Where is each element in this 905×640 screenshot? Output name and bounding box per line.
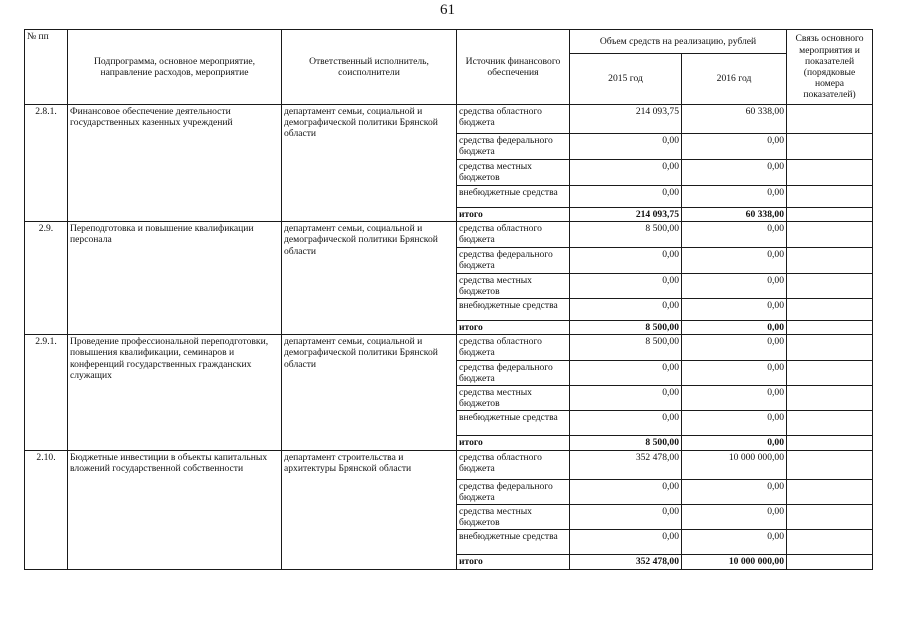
indicator-link [787,186,873,208]
table-row [25,222,873,247]
value-2016: 0,00 [682,273,787,298]
value-2015: 8 500,00 [570,222,682,247]
value-2015: 0,00 [570,411,682,436]
budget-table [24,29,873,570]
value-2016: 10 000 000,00 [682,450,787,479]
value-2015: 352 478,00 [570,450,682,479]
value-2015: 8 500,00 [570,335,682,360]
indicator-link [787,105,873,134]
value-2015: 0,00 [570,299,682,321]
funding-source: внебюджетные средства [457,186,570,208]
funding-source: средства федерального бюджета [457,247,570,273]
program-name: Бюджетные инвестиции в объекты капитальных вложений государственной собственности [68,450,282,569]
value-2015: 352 478,00 [570,555,682,569]
value-2016: 0,00 [682,411,787,436]
value-2016: 0,00 [682,321,787,335]
executor-name: департамент семьи, социальной и демографической политики Брянской области [282,105,457,222]
funding-source: средства федерального бюджета [457,360,570,385]
value-2015: 0,00 [570,273,682,298]
funding-source: средства местных бюджетов [457,505,570,530]
indicator-link [787,530,873,555]
indicator-link [787,321,873,335]
funding-source: внебюджетные средства [457,530,570,555]
funding-source: средства федерального бюджета [457,134,570,160]
value-2015: 8 500,00 [570,436,682,450]
header-2015: 2015 год [570,54,682,105]
table-row [25,105,873,134]
header-num: № пп [25,30,68,105]
funding-source: средства местных бюджетов [457,160,570,186]
row-number: 2.8.1. [25,105,68,222]
program-name: Проведение профессиональной переподготовки, повышения квалификации, семинаров и конференций государственных гражданских служащих [68,335,282,450]
funding-source: внебюджетные средства [457,411,570,436]
funding-source: средства местных бюджетов [457,273,570,298]
value-2015: 0,00 [570,160,682,186]
funding-source: средства федерального бюджета [457,479,570,504]
value-2015: 8 500,00 [570,321,682,335]
value-2015: 0,00 [570,386,682,411]
value-2016: 0,00 [682,360,787,385]
indicator-link [787,436,873,450]
indicator-link [787,555,873,569]
indicator-link [787,505,873,530]
indicator-link [787,247,873,273]
indicator-link [787,479,873,504]
program-name: Финансовое обеспечение деятельности государственных казенных учреждений [68,105,282,222]
funding-source: средства областного бюджета [457,335,570,360]
value-2016: 10 000 000,00 [682,555,787,569]
total-label: итого [457,208,570,222]
value-2015: 0,00 [570,505,682,530]
value-2015: 214 093,75 [570,208,682,222]
header-volume: Объем средств на реализацию, рублей [570,30,787,54]
executor-name: департамент семьи, социальной и демографической политики Брянской области [282,335,457,450]
indicator-link [787,273,873,298]
value-2015: 0,00 [570,134,682,160]
indicator-link [787,386,873,411]
funding-source: средства областного бюджета [457,450,570,479]
table-row [25,450,873,479]
indicator-link [787,160,873,186]
value-2015: 0,00 [570,360,682,385]
value-2016: 0,00 [682,436,787,450]
value-2016: 0,00 [682,299,787,321]
indicator-link [787,299,873,321]
page-number: 61 [440,2,455,18]
value-2016: 0,00 [682,479,787,504]
row-number: 2.9. [25,222,68,335]
header-program: Подпрограмма, основное мероприятие, направление расходов, мероприятие [68,30,282,105]
header-link: Связь основного мероприятия и показателей (порядковые номера показателей) [787,30,873,105]
value-2016: 0,00 [682,335,787,360]
executor-name: департамент семьи, социальной и демографической политики Брянской области [282,222,457,335]
value-2016: 0,00 [682,160,787,186]
value-2015: 0,00 [570,479,682,504]
value-2016: 0,00 [682,134,787,160]
total-label: итого [457,555,570,569]
value-2015: 0,00 [570,247,682,273]
funding-source: средства областного бюджета [457,222,570,247]
value-2016: 0,00 [682,386,787,411]
indicator-link [787,450,873,479]
total-label: итого [457,436,570,450]
funding-source: внебюджетные средства [457,299,570,321]
row-number: 2.10. [25,450,68,569]
value-2016: 0,00 [682,186,787,208]
indicator-link [787,222,873,247]
value-2015: 0,00 [570,530,682,555]
indicator-link [787,335,873,360]
table-row [25,335,873,360]
header-executor: Ответственный исполнитель, соисполнители [282,30,457,105]
indicator-link [787,208,873,222]
value-2016: 0,00 [682,530,787,555]
value-2016: 60 338,00 [682,208,787,222]
value-2016: 0,00 [682,222,787,247]
table-body [25,105,873,570]
program-name: Переподготовка и повышение квалификации персонала [68,222,282,335]
header-source: Источник финансового обеспечения [457,30,570,105]
indicator-link [787,360,873,385]
value-2016: 0,00 [682,247,787,273]
executor-name: департамент строительства и архитектуры Брянской области [282,450,457,569]
value-2016: 60 338,00 [682,105,787,134]
indicator-link [787,411,873,436]
funding-source: средства областного бюджета [457,105,570,134]
header-2016: 2016 год [682,54,787,105]
row-number: 2.9.1. [25,335,68,450]
value-2015: 0,00 [570,186,682,208]
indicator-link [787,134,873,160]
total-label: итого [457,321,570,335]
value-2015: 214 093,75 [570,105,682,134]
funding-source: средства местных бюджетов [457,386,570,411]
value-2016: 0,00 [682,505,787,530]
